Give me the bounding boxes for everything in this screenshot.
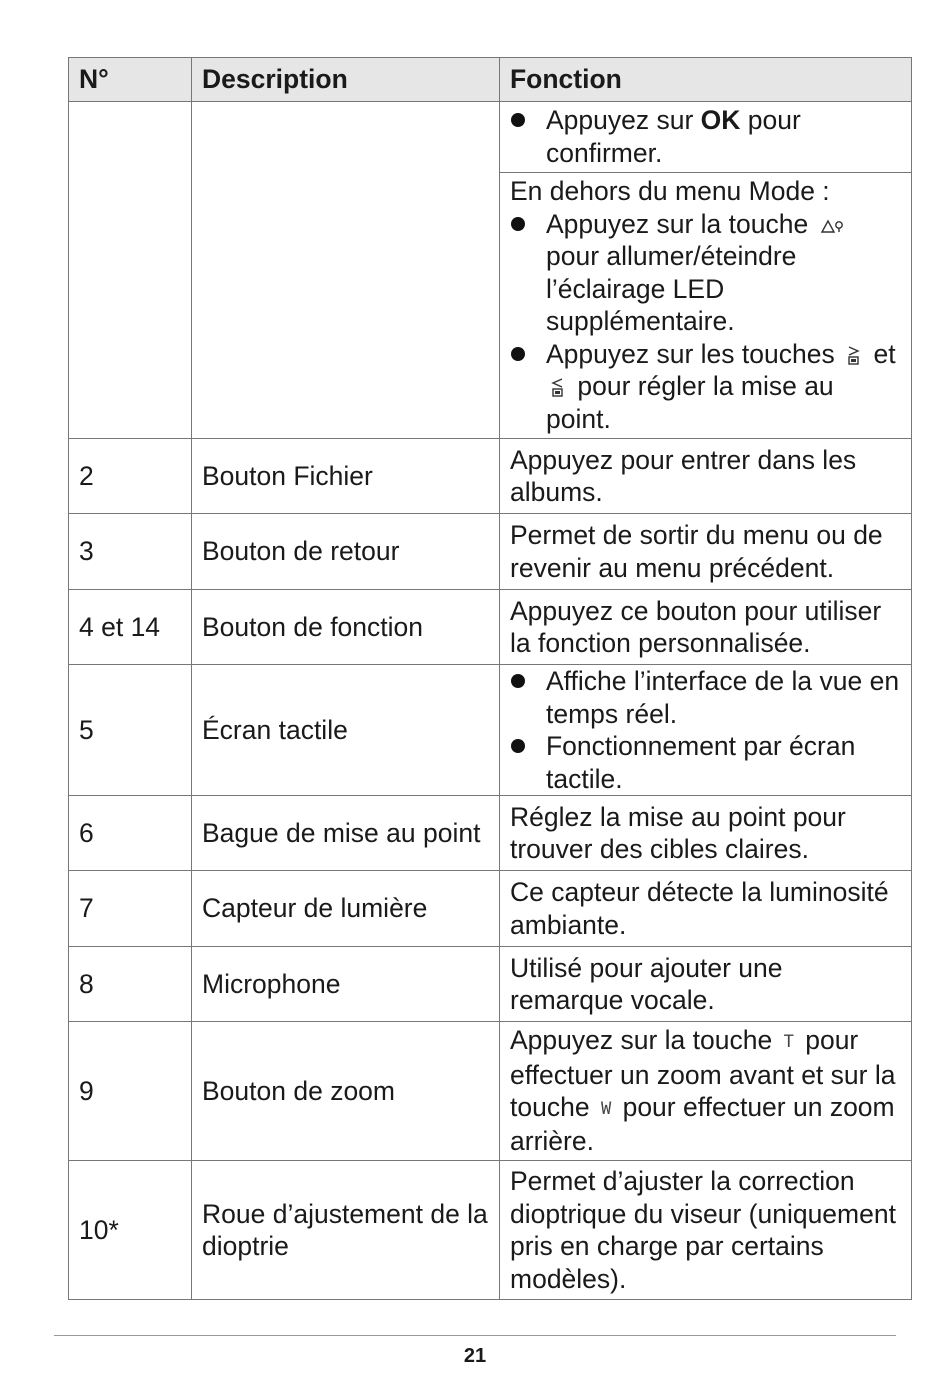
row-description: Microphone xyxy=(192,947,500,1022)
row-number: 10* xyxy=(69,1161,192,1300)
table-row xyxy=(69,947,912,1022)
table-row xyxy=(69,1161,912,1300)
bullet-icon xyxy=(510,665,546,697)
zoom-wide-icon: W xyxy=(600,1098,612,1119)
bullet-icon xyxy=(510,730,546,762)
row-number: 4 et 14 xyxy=(69,590,192,665)
focus-far-icon xyxy=(550,377,566,399)
page-number: 21 xyxy=(463,1345,487,1367)
row-function: Permet de sortir du menu ou de revenir au menu précédent. xyxy=(500,514,912,590)
bullet-icon xyxy=(510,104,546,136)
row-number: 7 xyxy=(69,871,192,947)
row-function: Affiche l’interface de la vue en temps réel. Fonctionnement par écran tactile. xyxy=(500,665,912,796)
row-description: Bouton de fonction xyxy=(192,590,500,665)
header-number: N° xyxy=(69,58,192,102)
row-function: Appuyez sur la touche T pour effectuer un zoom avant et sur la touche W pour effectuer un zoom arrière. xyxy=(500,1022,912,1161)
light-icon xyxy=(820,216,846,236)
header-row xyxy=(69,58,912,102)
row-description: Bouton Fichier xyxy=(192,439,500,514)
ok-label: OK xyxy=(700,105,741,135)
row-description: Bouton de zoom xyxy=(192,1022,500,1161)
focus-near-icon xyxy=(846,345,862,367)
row-description: Capteur de lumière xyxy=(192,871,500,947)
row-function: Appuyez ce bouton pour utiliser la fonction personnalisée. xyxy=(500,590,912,665)
table-row xyxy=(69,102,912,439)
table-row xyxy=(69,1022,912,1161)
row-function: Appuyez pour entrer dans les albums. xyxy=(500,439,912,514)
header-function: Fonction xyxy=(500,58,912,102)
footer-divider xyxy=(54,1335,896,1336)
row-function: Permet d’ajuster la correction dioptrique du viseur (uniquement pris en charge par certains modèles). xyxy=(500,1161,912,1300)
table-row xyxy=(69,514,912,590)
row1-function xyxy=(500,102,912,439)
row1-number xyxy=(69,102,192,439)
row-function: Réglez la mise au point pour trouver des cibles claires. xyxy=(500,796,912,871)
bullet-icon xyxy=(510,208,546,240)
table-row xyxy=(69,665,912,796)
spec-table xyxy=(68,57,912,1300)
row1-description xyxy=(192,102,500,439)
row-number: 2 xyxy=(69,439,192,514)
row-function: Ce capteur détecte la luminosité ambiante. xyxy=(500,871,912,947)
row-function: Utilisé pour ajouter une remarque vocale. xyxy=(500,947,912,1022)
row-number: 6 xyxy=(69,796,192,871)
bullet-icon xyxy=(510,338,546,370)
table-row xyxy=(69,590,912,665)
zoom-tele-icon: T xyxy=(783,1032,794,1052)
row-number: 3 xyxy=(69,514,192,590)
table-row xyxy=(69,796,912,871)
row-description: Écran tactile xyxy=(192,665,500,796)
row-description: Roue d’ajustement de la dioptrie xyxy=(192,1161,500,1300)
outside-mode-intro: En dehors du menu Mode : xyxy=(510,176,830,206)
table-row xyxy=(69,439,912,514)
row-number: 5 xyxy=(69,665,192,796)
row-number: 8 xyxy=(69,947,192,1022)
row-number: 9 xyxy=(69,1022,192,1161)
row-description: Bague de mise au point xyxy=(192,796,500,871)
ok-instruction: Appuyez sur OK pour confirmer. xyxy=(500,102,911,173)
header-description: Description xyxy=(192,58,500,102)
outside-mode-instructions: En dehors du menu Mode : Appuyez sur la touche pour allumer/éteindre l’éclairage LED supplémentaire. Appuyez sur les touches et pour régler la mise au point. xyxy=(510,173,901,438)
table-row xyxy=(69,871,912,947)
row-description: Bouton de retour xyxy=(192,514,500,590)
